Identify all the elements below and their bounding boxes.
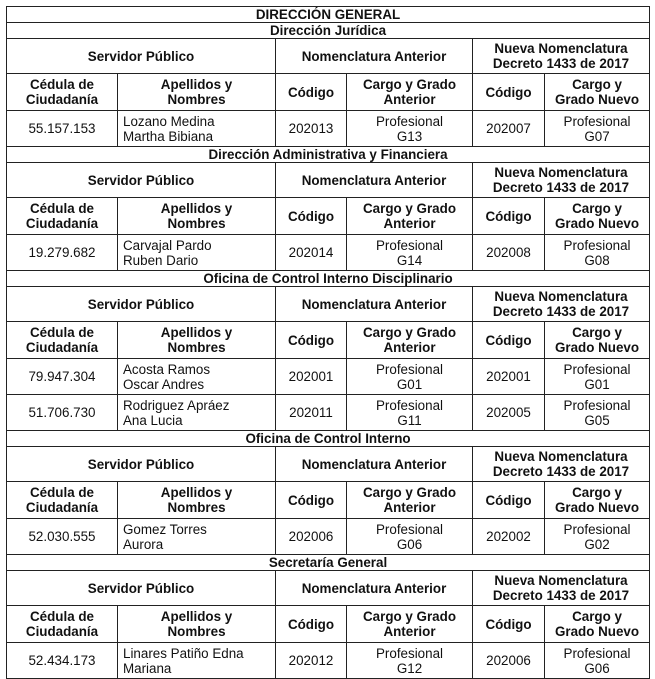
cargo-nuevo-header-line-2: Grado Nuevo (554, 624, 640, 639)
cedula-header (7, 482, 118, 519)
nombre-cell-line-2: Martha Bibiana (123, 128, 214, 144)
codigo-anterior-cell: 202001 (276, 359, 347, 395)
nueva-nomenclatura-header (473, 287, 650, 322)
table-row (7, 359, 650, 395)
section-title-row (7, 555, 650, 571)
section-title: Dirección Administrativa y Financiera (7, 147, 650, 163)
nombre-cell-line-1: Gomez Torres (123, 521, 207, 537)
cedula-header-line-2: Ciudadanía (25, 216, 99, 231)
cargo-anterior-cell-line-1: Profesional (376, 361, 443, 377)
group-header-row (7, 447, 650, 482)
cargo-nuevo-cell-line-1: Profesional (563, 237, 631, 253)
apellidos-header (118, 74, 276, 111)
document (6, 6, 649, 679)
cargo-nuevo-header-line-1: Cargo y (572, 609, 622, 624)
cedula-cell: 19.279.682 (7, 235, 118, 271)
cargo-nuevo-header-line-1: Cargo y (572, 201, 622, 216)
apellidos-header-line-1: Apellidos y (160, 609, 233, 624)
nombre-cell-line-2: Ana Lucia (123, 412, 183, 428)
cargo-anterior-header (347, 198, 473, 235)
nueva-nomenclatura-header (473, 447, 650, 482)
cedula-header (7, 606, 118, 643)
column-header-row (7, 322, 650, 359)
cargo-anterior-cell-line-2: G13 (396, 128, 423, 144)
cedula-cell: 79.947.304 (7, 359, 118, 395)
cargo-anterior-cell (347, 519, 473, 555)
nueva-nomenclatura-header-line-1: Nueva Nomenclatura (494, 41, 628, 56)
codigo-anterior-cell: 202013 (276, 111, 347, 147)
section-title-row (7, 271, 650, 287)
nueva-nomenclatura-header-line-1: Nueva Nomenclatura (494, 449, 628, 464)
servidor-publico-header: Servidor Público (7, 39, 276, 74)
codigo-nuevo-header: Código (473, 482, 545, 519)
apellidos-header (118, 482, 276, 519)
cedula-header (7, 322, 118, 359)
cedula-header-line-1: Cédula de (30, 201, 94, 216)
cedula-header-line-1: Cédula de (30, 325, 94, 340)
nueva-nomenclatura-header-line-2: Decreto 1433 de 2017 (492, 304, 630, 319)
cargo-nuevo-header-line-2: Grado Nuevo (554, 500, 640, 515)
servidor-publico-header: Servidor Público (7, 447, 276, 482)
cargo-anterior-cell-line-2: G01 (396, 376, 423, 392)
group-header-row (7, 571, 650, 606)
nueva-nomenclatura-header (473, 39, 650, 74)
apellidos-header (118, 606, 276, 643)
table-row (7, 235, 650, 271)
cargo-anterior-header-line-2: Anterior (383, 92, 436, 107)
apellidos-header-line-2: Nombres (167, 340, 226, 355)
cargo-anterior-header-line-2: Anterior (383, 216, 436, 231)
cargo-nuevo-header-line-2: Grado Nuevo (554, 92, 640, 107)
section-title-row (7, 23, 650, 39)
cargo-anterior-header-line-1: Cargo y Grado (362, 325, 456, 340)
cargo-anterior-cell-line-1: Profesional (376, 397, 443, 413)
cargo-anterior-header-line-2: Anterior (383, 340, 436, 355)
nueva-nomenclatura-header-line-1: Nueva Nomenclatura (494, 165, 628, 180)
cargo-nuevo-header (545, 322, 650, 359)
nueva-nomenclatura-header-line-2: Decreto 1433 de 2017 (492, 56, 630, 71)
codigo-anterior-cell: 202014 (276, 235, 347, 271)
codigo-nuevo-cell: 202001 (473, 359, 545, 395)
cargo-anterior-header-line-1: Cargo y Grado (362, 485, 456, 500)
cargo-anterior-header-line-1: Cargo y Grado (362, 609, 456, 624)
nomenclatura-anterior-header: Nomenclatura Anterior (276, 39, 473, 74)
column-header-row (7, 74, 650, 111)
cargo-anterior-cell-line-1: Profesional (376, 113, 443, 129)
group-header-row (7, 163, 650, 198)
apellidos-header (118, 198, 276, 235)
section-title: Dirección Jurídica (7, 23, 650, 39)
apellidos-header-line-2: Nombres (167, 216, 226, 231)
nombre-cell-line-1: Acosta Ramos (123, 361, 211, 377)
apellidos-header-line-1: Apellidos y (160, 485, 233, 500)
nombre-cell-line-1: Rodriguez Apráez (123, 397, 230, 413)
cargo-nuevo-cell (545, 519, 650, 555)
table-row (7, 519, 650, 555)
section-title: Oficina de Control Interno Disciplinario (7, 271, 650, 287)
nomenclatura-anterior-header: Nomenclatura Anterior (276, 571, 473, 606)
nueva-nomenclatura-header-line-2: Decreto 1433 de 2017 (492, 180, 630, 195)
section-title-row (7, 147, 650, 163)
codigo-anterior-header: Código (276, 198, 347, 235)
cargo-anterior-header (347, 482, 473, 519)
cargo-nuevo-cell-line-1: Profesional (563, 521, 631, 537)
codigo-nuevo-header: Código (473, 322, 545, 359)
cargo-nuevo-cell-line-2: G05 (584, 412, 610, 428)
apellidos-header-line-2: Nombres (167, 624, 226, 639)
table-row (7, 395, 650, 431)
codigo-nuevo-cell: 202007 (473, 111, 545, 147)
table-row (7, 111, 650, 147)
nombre-cell-line-1: Carvajal Pardo (123, 237, 212, 253)
cargo-nuevo-cell-line-2: G06 (584, 660, 610, 676)
apellidos-header-line-1: Apellidos y (160, 201, 233, 216)
cedula-header-line-2: Ciudadanía (25, 500, 99, 515)
apellidos-header-line-1: Apellidos y (160, 77, 233, 92)
codigo-anterior-cell: 202006 (276, 519, 347, 555)
cargo-nuevo-cell-line-1: Profesional (563, 645, 631, 661)
nomenclatura-anterior-header: Nomenclatura Anterior (276, 447, 473, 482)
nueva-nomenclatura-header-line-1: Nueva Nomenclatura (494, 289, 628, 304)
apellidos-header-line-1: Apellidos y (160, 325, 233, 340)
cargo-anterior-cell-line-2: G06 (396, 536, 423, 552)
cargo-nuevo-cell (545, 359, 650, 395)
group-header-row (7, 39, 650, 74)
nombre-cell-line-1: Lozano Medina (123, 113, 215, 129)
nombre-cell (118, 359, 276, 395)
nueva-nomenclatura-header-line-2: Decreto 1433 de 2017 (492, 464, 630, 479)
cargo-nuevo-cell (545, 395, 650, 431)
cargo-nuevo-header (545, 482, 650, 519)
codigo-nuevo-cell: 202005 (473, 395, 545, 431)
cedula-header-line-1: Cédula de (30, 609, 94, 624)
nombre-cell-line-2: Mariana (123, 660, 172, 676)
servidor-publico-header: Servidor Público (7, 163, 276, 198)
nombre-cell (118, 519, 276, 555)
cargo-anterior-header (347, 74, 473, 111)
cargo-anterior-cell (347, 395, 473, 431)
cedula-header (7, 198, 118, 235)
nombre-cell (118, 395, 276, 431)
codigo-nuevo-header: Código (473, 74, 545, 111)
apellidos-header-line-2: Nombres (167, 92, 226, 107)
group-header-row (7, 287, 650, 322)
cargo-anterior-header-line-2: Anterior (383, 500, 436, 515)
cargo-anterior-cell (347, 235, 473, 271)
apellidos-header (118, 322, 276, 359)
cargo-nuevo-header-line-1: Cargo y (572, 325, 622, 340)
codigo-anterior-header: Código (276, 322, 347, 359)
cargo-anterior-header-line-1: Cargo y Grado (362, 77, 456, 92)
cargo-nuevo-header-line-2: Grado Nuevo (554, 340, 640, 355)
cedula-header-line-2: Ciudadanía (25, 624, 99, 639)
cargo-nuevo-cell-line-1: Profesional (563, 113, 631, 129)
nombre-cell-line-2: Aurora (123, 536, 164, 552)
codigo-anterior-cell: 202011 (276, 395, 347, 431)
codigo-nuevo-header: Código (473, 606, 545, 643)
cargo-nuevo-header-line-2: Grado Nuevo (554, 216, 640, 231)
cargo-nuevo-header-line-1: Cargo y (572, 77, 622, 92)
nombre-cell-line-2: Ruben Dario (123, 252, 199, 268)
cargo-anterior-cell (347, 359, 473, 395)
codigo-anterior-header: Código (276, 482, 347, 519)
cargo-nuevo-header (545, 198, 650, 235)
nueva-nomenclatura-header (473, 163, 650, 198)
cedula-cell: 51.706.730 (7, 395, 118, 431)
cargo-nuevo-cell (545, 111, 650, 147)
cargo-anterior-cell-line-1: Profesional (376, 645, 443, 661)
cargo-anterior-cell-line-2: G14 (396, 252, 423, 268)
codigo-anterior-cell: 202012 (276, 643, 347, 679)
nueva-nomenclatura-header-line-1: Nueva Nomenclatura (494, 573, 628, 588)
nombre-cell-line-2: Oscar Andres (123, 376, 205, 392)
cargo-anterior-header (347, 606, 473, 643)
codigo-nuevo-header: Código (473, 198, 545, 235)
cargo-anterior-cell-line-1: Profesional (376, 521, 443, 537)
cargo-anterior-cell (347, 111, 473, 147)
cargo-nuevo-cell-line-1: Profesional (563, 397, 631, 413)
cargo-anterior-header (347, 322, 473, 359)
codigo-nuevo-cell: 202008 (473, 235, 545, 271)
personnel-table (6, 6, 650, 679)
cedula-cell: 52.030.555 (7, 519, 118, 555)
cedula-header-line-1: Cédula de (30, 77, 94, 92)
cargo-anterior-header-line-1: Cargo y Grado (362, 201, 456, 216)
cargo-anterior-cell-line-1: Profesional (376, 237, 443, 253)
cargo-nuevo-cell-line-2: G02 (584, 536, 610, 552)
cargo-anterior-header-line-2: Anterior (383, 624, 436, 639)
nombre-cell (118, 111, 276, 147)
nueva-nomenclatura-header-line-2: Decreto 1433 de 2017 (492, 588, 630, 603)
cargo-nuevo-cell (545, 235, 650, 271)
cargo-nuevo-header (545, 606, 650, 643)
cargo-nuevo-header-line-1: Cargo y (572, 485, 622, 500)
cargo-nuevo-header (545, 74, 650, 111)
cargo-nuevo-cell-line-1: Profesional (563, 361, 631, 377)
servidor-publico-header: Servidor Público (7, 571, 276, 606)
column-header-row (7, 482, 650, 519)
codigo-nuevo-cell: 202002 (473, 519, 545, 555)
cedula-cell: 52.434.173 (7, 643, 118, 679)
nomenclatura-anterior-header: Nomenclatura Anterior (276, 163, 473, 198)
nombre-cell-line-1: Linares Patiño Edna (123, 645, 244, 661)
document-title: DIRECCIÓN GENERAL (7, 7, 650, 23)
column-header-row (7, 606, 650, 643)
cargo-anterior-cell-line-2: G11 (397, 412, 422, 428)
section-title: Oficina de Control Interno (7, 431, 650, 447)
cargo-nuevo-cell-line-2: G07 (584, 128, 610, 144)
cargo-anterior-cell-line-2: G12 (396, 660, 423, 676)
codigo-anterior-header: Código (276, 74, 347, 111)
cedula-header-line-2: Ciudadanía (25, 340, 99, 355)
servidor-publico-header: Servidor Público (7, 287, 276, 322)
nomenclatura-anterior-header: Nomenclatura Anterior (276, 287, 473, 322)
section-title-row (7, 431, 650, 447)
apellidos-header-line-2: Nombres (167, 500, 226, 515)
section-title: Secretaría General (7, 555, 650, 571)
cargo-nuevo-cell-line-2: G01 (584, 376, 610, 392)
nombre-cell (118, 235, 276, 271)
cedula-cell: 55.157.153 (7, 111, 118, 147)
codigo-anterior-header: Código (276, 606, 347, 643)
cargo-nuevo-cell-line-2: G08 (584, 252, 610, 268)
cedula-header-line-2: Ciudadanía (25, 92, 99, 107)
cedula-header-line-1: Cédula de (30, 485, 94, 500)
nueva-nomenclatura-header (473, 571, 650, 606)
cedula-header (7, 74, 118, 111)
column-header-row (7, 198, 650, 235)
codigo-nuevo-cell: 202006 (473, 643, 545, 679)
